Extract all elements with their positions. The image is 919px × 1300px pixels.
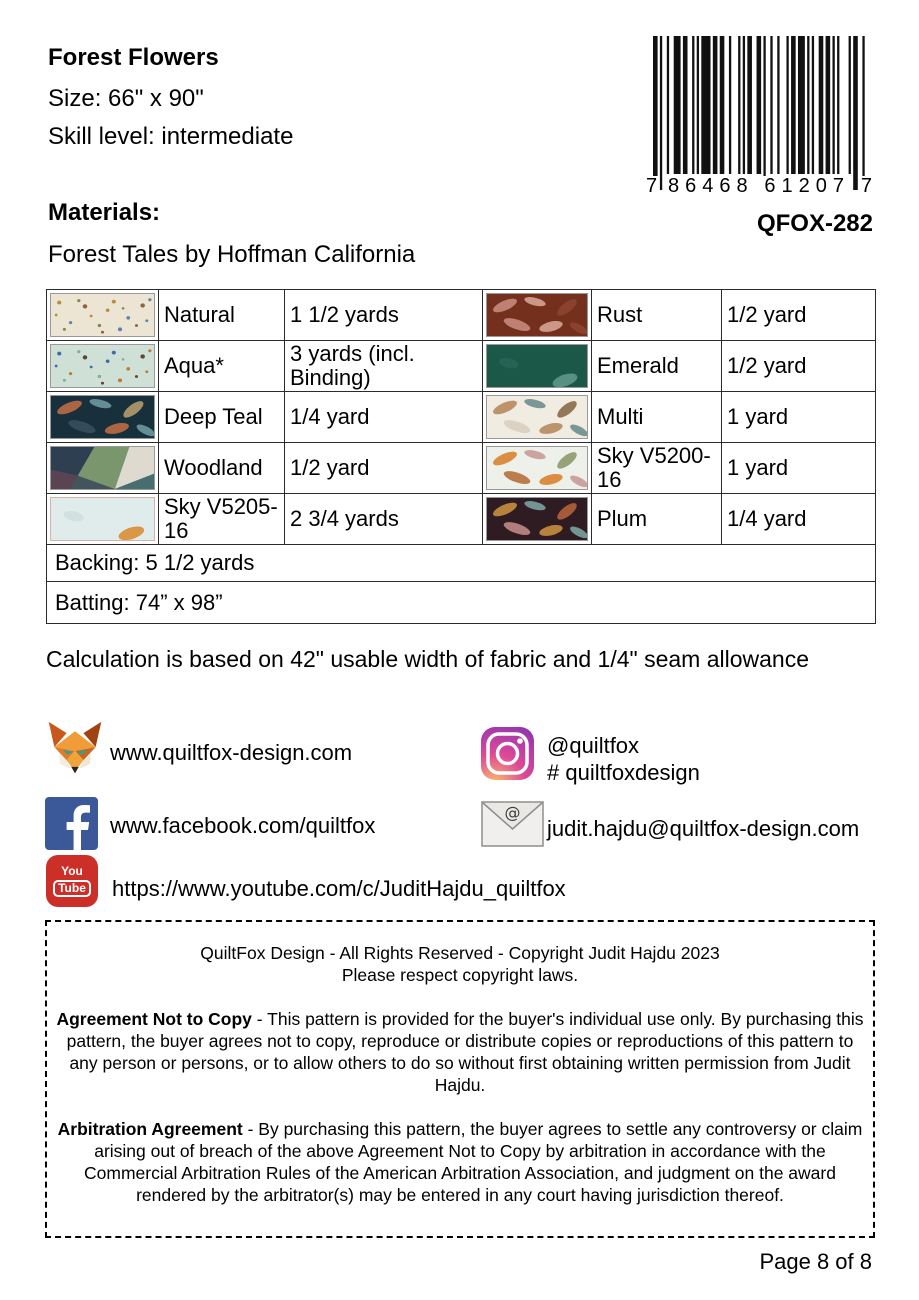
yardage-cell: 1/2 yard (285, 443, 483, 494)
yardage-cell: 1/4 yard (285, 392, 483, 443)
materials-table (46, 289, 876, 624)
yardage-cell: 2 3/4 yards (285, 494, 483, 545)
instagram-hashtag[interactable]: # quiltfoxdesign (547, 760, 700, 785)
size-label: Size: 66" x 90" (48, 85, 204, 112)
agreement-paragraph (53, 1008, 867, 1096)
barcode-bars-icon (645, 36, 873, 197)
fabric-name: Woodland (159, 443, 285, 494)
barcode-block (645, 36, 873, 238)
instagram-icon[interactable] (480, 726, 535, 786)
agreement-text: - This pattern is provided for the buyer's individual use only. By purchasing this pattern, the buyer agrees not to copy, reproduce or distribute copies or reproductions of this pattern to any person or persons, or to allow others to do so without first obtaining written permission from Judit Hajdu. (66, 1009, 864, 1095)
fabric-swatch (50, 446, 155, 490)
arbitration-text: - By purchasing this pattern, the buyer agrees to settle any controversy or claim arising out of breach of the above Agreement Not to Copy by arbitration in accordance with the Commercial Arbitration Rules of the American Arbitration Association, and judgment on the award rendered by the arbitrator(s) may be entered in any court having jurisdiction thereof. (84, 1119, 863, 1205)
materials-heading: Materials: (48, 199, 161, 226)
website-link[interactable]: www.quiltfox-design.com (110, 740, 353, 765)
fabric-name: Rust (592, 290, 722, 341)
backing-row: Backing: 5 1/2 yards (47, 545, 876, 582)
fabric-name: Emerald (592, 341, 722, 392)
arbitration-heading: Arbitration Agreement (57, 1119, 243, 1139)
fabric-name: Plum (592, 494, 722, 545)
copyright-box (45, 920, 875, 1238)
facebook-link[interactable]: www.facebook.com/quiltfox (110, 813, 376, 838)
fabric-swatch (50, 344, 155, 388)
skill-level-label: Skill level: intermediate (48, 123, 294, 150)
sku-code: QFOX-282 (756, 210, 873, 237)
batting-row: Batting: 74” x 98” (47, 582, 876, 624)
barcode (645, 36, 873, 196)
copyright-line: QuiltFox Design - All Rights Reserved - Copyright Judit Hajdu 2023 Please respect copyright laws. (200, 943, 720, 985)
copyright-note: Please respect copyright laws. (341, 965, 579, 985)
instagram-handle[interactable]: @quiltfox (547, 733, 640, 758)
calculation-note: Calculation is based on 42" usable width of fabric and 1/4" seam allowance (46, 646, 810, 672)
fabric-name: Aqua* (159, 341, 285, 392)
yardage-cell: 1 1/2 yards (285, 290, 483, 341)
svg-text:@: @ (504, 803, 521, 822)
fabric-name: Sky V5200-16 (592, 443, 722, 494)
table-row (47, 443, 876, 494)
email-icon[interactable] (481, 801, 544, 852)
fabric-swatch (50, 395, 155, 439)
youtube-link[interactable]: https://www.youtube.com/c/JuditHajdu_quiltfox (112, 876, 566, 901)
youtube-icon[interactable]: You Tube (46, 855, 98, 907)
fabric-swatch (486, 497, 588, 541)
collection-name: Forest Tales by Hoffman California (48, 241, 416, 268)
fabric-name: Sky V5205-16 (159, 494, 285, 545)
yardage-cell: 3 yards (incl. Binding) (285, 341, 483, 392)
fabric-swatch (486, 344, 588, 388)
fabric-swatch (50, 497, 155, 541)
fabric-swatch (486, 395, 588, 439)
arbitration-paragraph (53, 1118, 867, 1206)
page-title: Forest Flowers (48, 44, 219, 71)
instagram-links (547, 732, 700, 786)
table-row (47, 494, 876, 545)
fox-logo-icon[interactable] (45, 719, 105, 784)
table-row (47, 392, 876, 443)
yardage-cell: 1 yard (722, 443, 876, 494)
yardage-cell: 1/4 yard (722, 494, 876, 545)
fabric-name: Multi (592, 392, 722, 443)
yardage-cell: 1/2 yard (722, 290, 876, 341)
agreement-heading: Agreement Not to Copy (56, 1009, 252, 1029)
table-row (47, 290, 876, 341)
fabric-swatch (486, 293, 588, 337)
page-number: Page 8 of 8 (759, 1249, 872, 1274)
fabric-swatch (50, 293, 155, 337)
barcode-digits: 7 86468 61207 7 (646, 175, 872, 197)
fabric-name: Natural (159, 290, 285, 341)
fabric-swatch (486, 446, 588, 490)
fabric-name: Deep Teal (159, 392, 285, 443)
yardage-cell: 1/2 yard (722, 341, 876, 392)
yardage-cell: 1 yard (722, 392, 876, 443)
table-row (47, 341, 876, 392)
email-link[interactable]: judit.hajdu@quiltfox-design.com (547, 816, 860, 841)
facebook-icon[interactable] (45, 797, 98, 855)
